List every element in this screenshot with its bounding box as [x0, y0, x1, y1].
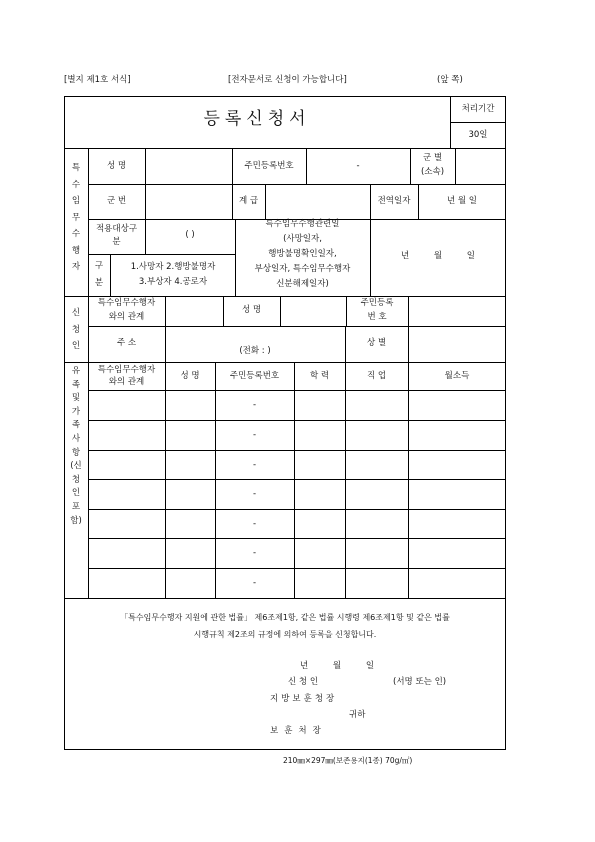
division-options-1: 1.사망자 2.행방불명자 [130, 262, 216, 272]
processing-value: 30일 [468, 130, 488, 140]
category-field[interactable]: ( ) [185, 230, 195, 240]
page-side: (앞 쪽) [437, 75, 463, 85]
address-label: 주 소 [116, 338, 137, 348]
section-family-label: 유족및가족사항(신청인포함) [70, 366, 82, 526]
declaration-ministry: 보훈처장 [270, 726, 327, 736]
family-row-rrn[interactable]: - [252, 430, 257, 440]
rank-field[interactable] [266, 186, 369, 218]
applicant-rrn-label-2: 번 호 [367, 312, 387, 322]
electronic-note: [전자문서로 신청이 가능합니다] [228, 75, 347, 85]
related-date-line-2: (사망일자, [283, 234, 322, 244]
declaration-line-1: 「특수임무수행자 지원에 관한 법률」 제6조제1항, 같은 법률 시행령 제6조제1항 및 같은 법률 [120, 613, 450, 622]
declaration-addressee: 귀하 [349, 710, 366, 720]
family-header-job: 직 업 [366, 371, 387, 381]
family-row-rrn[interactable]: - [252, 400, 257, 410]
family-header-relation: 특수임무수행자와의 관계 [97, 365, 156, 387]
related-date-line-1: 특수임무수행관련일 [265, 219, 340, 229]
related-date-line-4: 부상일자, 특수임무수행자 [254, 264, 351, 274]
division-label: 구분 [94, 261, 104, 288]
relation-label-1: 특수임무수행자 [97, 298, 156, 308]
declaration-line-2: 시행규칙 제2조의 규정에 의하여 등록을 신청합니다. [193, 630, 377, 639]
service-number-field[interactable] [146, 186, 231, 218]
family-row-rrn[interactable]: - [252, 519, 257, 529]
relation-field[interactable] [166, 298, 222, 324]
declaration-signature[interactable]: (서명 또는 인) [393, 677, 447, 687]
related-date-line-3: 행방불명확인일자, [268, 249, 337, 259]
declaration-office: 지방보훈청장 [270, 694, 338, 704]
family-header-income: 월소득 [444, 371, 470, 381]
processing-label: 처리기간 [461, 104, 495, 114]
section-applicant-label: 신청인 [71, 308, 81, 351]
family-row-rrn[interactable]: - [252, 548, 257, 558]
applicant-name-field[interactable] [281, 298, 345, 324]
address-field[interactable]: (전화 : ) [239, 346, 271, 356]
unit-field[interactable] [456, 150, 504, 182]
family-row-rrn[interactable]: - [252, 460, 257, 470]
rrn-field[interactable]: - [356, 161, 360, 171]
related-date-field[interactable]: 년 월 일 [400, 251, 476, 261]
family-row-rrn[interactable]: - [252, 578, 257, 588]
division-options-2: 3.부상자 4.공로자 [138, 277, 208, 287]
status-field[interactable] [409, 328, 504, 360]
declaration-date[interactable]: 년 월 일 [300, 661, 375, 671]
paper-spec: 210㎜×297㎜(보존용지(1종) 70g/㎡) [283, 756, 413, 765]
applicant-rrn-label-1: 주민등록 [360, 298, 394, 308]
family-header-rrn: 주민등록번호 [229, 371, 280, 381]
category-label-2: 분 [112, 237, 121, 247]
unit-label: 군 별 [422, 153, 443, 163]
related-date-line-5: 신분해제일자) [276, 279, 329, 289]
name-label: 성 명 [106, 161, 127, 171]
rank-label: 계 급 [238, 196, 259, 206]
family-header-name: 성 명 [180, 371, 200, 381]
form-title: 등록신청서 [203, 109, 311, 129]
family-header-education: 학 력 [309, 371, 330, 381]
applicant-rrn-field[interactable] [409, 298, 504, 324]
unit-sub-label: (소속) [420, 167, 445, 177]
category-label-1: 적용대상구 [95, 224, 138, 234]
applicant-name-label: 성 명 [241, 305, 262, 315]
service-number-label: 군 번 [106, 196, 127, 206]
rrn-label: 주민등록번호 [244, 161, 294, 171]
family-row-rrn[interactable]: - [252, 489, 257, 499]
discharge-date-label: 전역일자 [377, 196, 411, 206]
name-field[interactable] [146, 150, 231, 182]
relation-label-2: 와의 관계 [108, 312, 145, 322]
discharge-date-field[interactable]: 년 월 일 [446, 196, 478, 206]
declaration-applicant-label: 신 청 인 [288, 677, 319, 687]
section-person-label: 특수임무수행자 [71, 163, 81, 272]
form-number: [별지 제1호 서식] [64, 75, 131, 85]
status-label: 상 별 [366, 338, 387, 348]
